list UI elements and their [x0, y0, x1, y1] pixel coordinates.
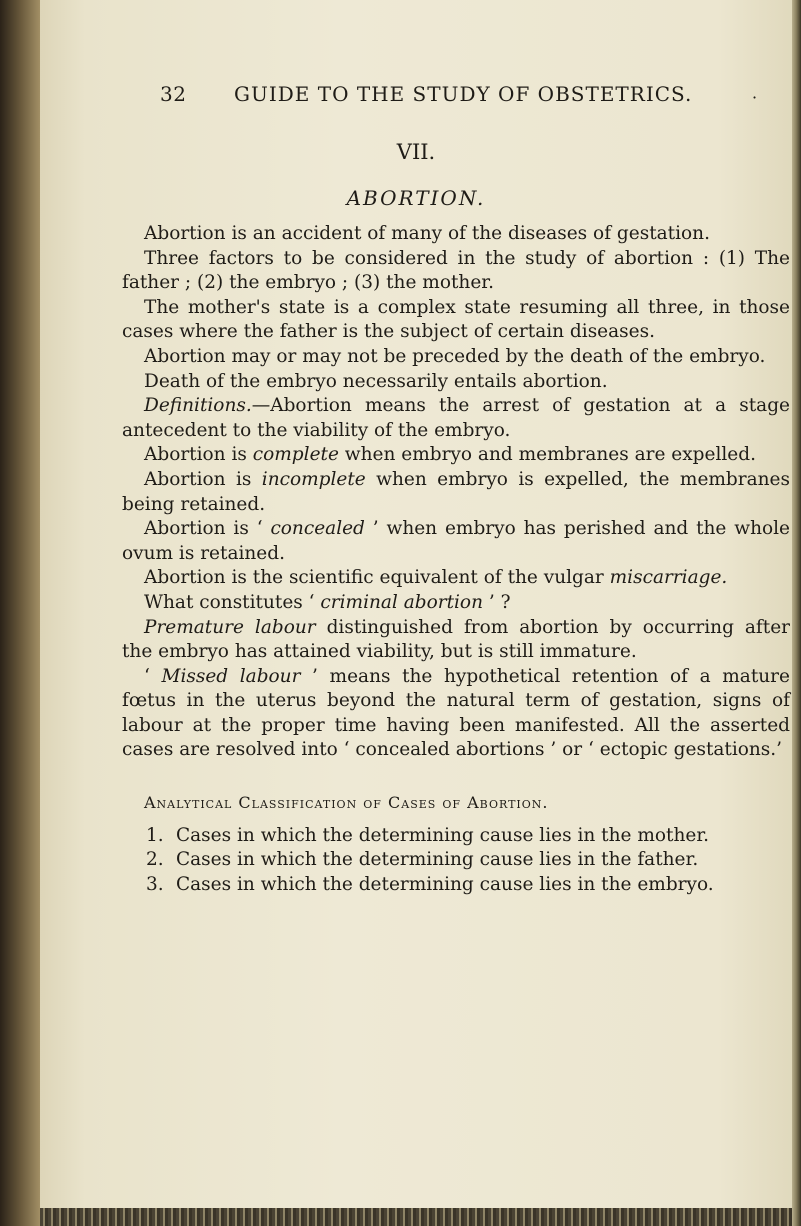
emphasis: complete: [252, 444, 339, 466]
list-item: [122, 824, 790, 849]
text-run: ‘: [144, 665, 162, 687]
paragraph: [122, 616, 790, 665]
text-run: Abortion is: [144, 468, 262, 490]
emphasis: incomplete: [261, 468, 366, 490]
book-bottom-edge: [40, 1208, 792, 1226]
paragraph-definitions: [122, 394, 790, 443]
text-run: What constitutes ‘: [144, 591, 321, 613]
running-head: [160, 82, 760, 106]
paragraph: Abortion is an accident of many of the diseases of gestation.: [144, 223, 710, 244]
list-number: 3.: [146, 873, 164, 895]
text-run: when embryo is expelled, the membranes being retained.: [122, 468, 791, 515]
list-text: Cases in which the determining cause lies in the mother.: [176, 824, 710, 846]
ink-speck: ·: [752, 88, 758, 107]
list-number: 2.: [146, 849, 164, 871]
paragraph: [122, 468, 790, 517]
list-item: [122, 873, 790, 898]
emphasis: miscarriage.: [609, 567, 728, 589]
emphasis: concealed: [270, 518, 365, 540]
chapter-title: ABORTION.: [346, 186, 486, 210]
list-text: Cases in which the determining cause lies in the embryo.: [176, 873, 714, 895]
paragraph: [122, 566, 790, 591]
chapter-number: VII.: [396, 140, 436, 164]
emphasis: Missed labour: [161, 665, 301, 687]
text-run: ’ when embryo has perished and the whole ovum is retained.: [122, 518, 790, 564]
classification-list: [122, 824, 790, 898]
paragraph: [122, 591, 790, 616]
paragraph: Three factors to be considered in the study of abortion : (1) The father ; (2) the embryo ; (3) the mother.: [122, 247, 790, 294]
text-run: Abortion is the scientific equivalent of the vulgar: [144, 567, 610, 589]
paragraph: Abortion may or may not be preceded by the death of the embryo.: [144, 345, 766, 367]
page-number: 32: [160, 82, 187, 106]
definitions-text: —Abortion means the arrest of gestation at a stage antecedent to the viability of the embryo.: [122, 395, 790, 441]
running-title: GUIDE TO THE STUDY OF OBSTETRICS.: [234, 82, 693, 106]
paragraph: [122, 443, 790, 468]
section-heading: Analytical Classification of Cases of Abortion.: [144, 793, 549, 813]
text-run: when embryo and membranes are expelled.: [338, 444, 756, 466]
paragraph: [122, 517, 790, 566]
text-run: ’ ?: [483, 591, 511, 613]
paragraph: [122, 665, 790, 763]
text-run: distinguished from abortion by occurring after the embryo has attained viability, but is still immature.: [122, 616, 790, 663]
paragraph: The mother's state is a complex state resuming all three, in those cases where the father is the subject of certain diseases.: [122, 296, 790, 343]
text-run: ’ means the hypothetical retention of a mature fœtus in the uterus beyond the natural term of gestation, signs of labour at the proper time having been manifested. All the asserted cases are resolved into ‘ concealed abortions ’ or ‘ ectopic gestations.’: [122, 665, 790, 761]
text-run: Abortion is: [144, 444, 253, 466]
list-item: [122, 848, 790, 873]
list-text: Cases in which the determining cause lies in the father.: [176, 849, 699, 871]
text-run: Abortion is ‘: [144, 518, 271, 540]
emphasis: Premature labour: [144, 616, 316, 638]
list-number: 1.: [146, 824, 164, 846]
emphasis: criminal abortion: [320, 591, 483, 613]
paragraph: Death of the embryo necessarily entails abortion.: [144, 370, 608, 392]
definitions-label: Definitions.: [144, 395, 252, 417]
book-page: [40, 0, 792, 1212]
page-body: [122, 222, 790, 897]
